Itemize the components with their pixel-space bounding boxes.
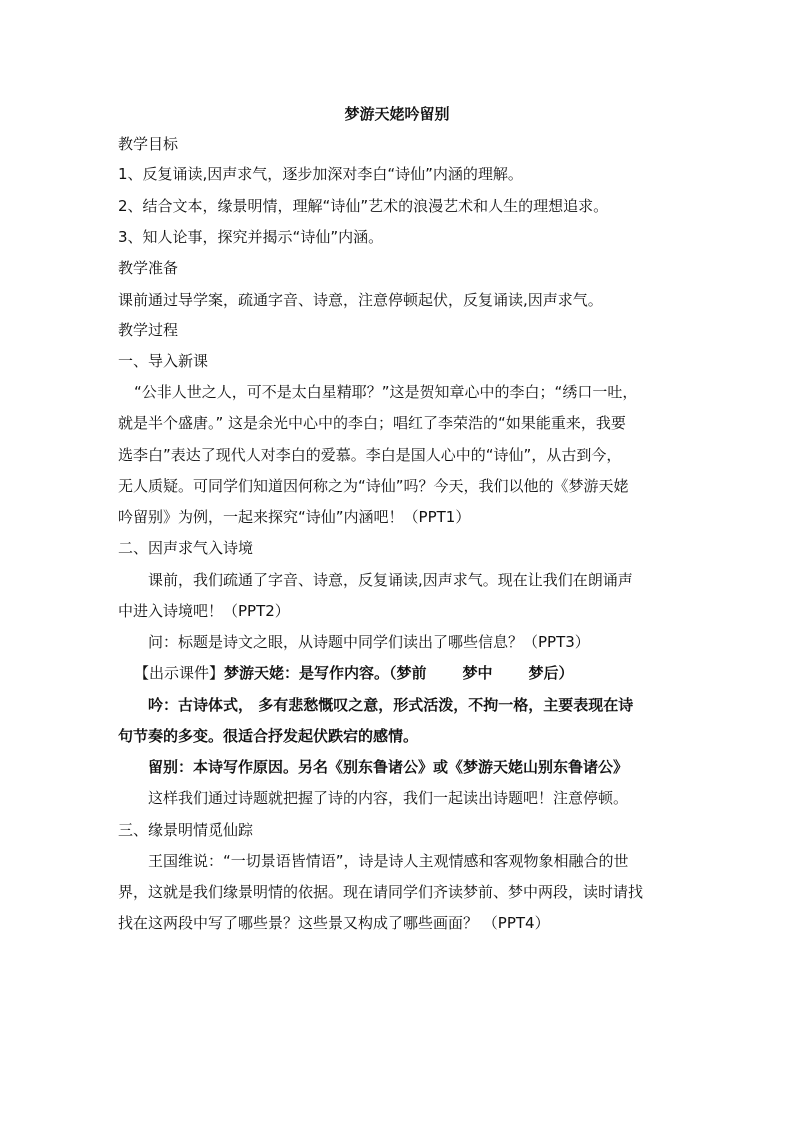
goal-2: 2、结合文本，缘景明情，理解“诗仙”艺术的浪漫艺术和人生的理想追求。: [118, 197, 609, 215]
part2-yin-line-1: 吟：古诗体式， 多有悲愁慨叹之意，形式活泼，不拘一格，主要表现在诗: [148, 696, 634, 714]
part2-heading: 二、因声求气入诗境: [118, 539, 254, 557]
part2-paragraph-line-1: 课前，我们疏通了字音、诗意，反复诵读,因声求气。现在让我们在朗诵声: [148, 571, 633, 589]
courseware-tag: 【出示课件】: [134, 664, 225, 682]
part3-paragraph-line-3: 找在这两段中写了哪些景？这些景又构成了哪些画面？ （PPT4）: [118, 914, 550, 932]
courseware-mid: 梦中: [462, 664, 493, 682]
goal-3: 3、知人论事，探究并揭示“诗仙”内涵。: [118, 228, 384, 246]
courseware-text: 梦游天姥：是写作内容。（梦前: [224, 664, 427, 682]
part3-heading: 三、缘景明情觅仙踪: [118, 821, 254, 839]
part1-paragraph-line-4: 无人质疑。可同学们知道因何称之为“诗仙”吗？今天，我们以他的《梦游天姥: [118, 477, 629, 495]
page-title: 梦游天姥吟留别: [344, 105, 450, 123]
part3-paragraph-line-2: 界，这就是我们缘景明情的依据。现在请同学们齐读梦前、梦中两段，读时请找: [118, 883, 644, 901]
goal-1: 1、反复诵读,因声求气，逐步加深对李白“诗仙”内涵的理解。: [118, 165, 523, 183]
part1-paragraph-line-1: “公非人世之人，可不是太白星精耶？”这是贺知章心中的李白；“绣口一吐，: [134, 383, 638, 401]
courseware-end: 梦后）: [528, 664, 574, 682]
part1-heading: 一、导入新课: [118, 352, 209, 370]
part2-question: 问：标题是诗文之眼，从诗题中同学们读出了哪些信息？（PPT3）: [148, 633, 590, 651]
part1-paragraph-line-5: 吟留别》为例，一起来探究“诗仙”内涵吧！（PPT1）: [118, 508, 471, 526]
part2-courseware-line: [134, 658, 678, 688]
part2-liubie: 留别：本诗写作原因。另名《别东鲁诸公》或《梦游天姥山别东鲁诸公》: [148, 758, 629, 776]
goals-heading: 教学目标: [118, 135, 179, 153]
part1-paragraph-line-2: 就是半个盛唐。” 这是余光中心中的李白；唱红了李荣浩的“如果能重来，我要: [118, 414, 626, 432]
prep-text: 课前通过导学案，疏通字音、诗意，注意停顿起伏，反复诵读,因声求气。: [118, 291, 603, 309]
part1-paragraph-line-3: 选李白”表达了现代人对李白的爱慕。李白是国人心中的“诗仙”，从古到今，: [118, 446, 622, 464]
part2-paragraph-line-2: 中进入诗境吧！（PPT2）: [118, 602, 290, 620]
part3-paragraph-line-1: 王国维说：“一切景语皆情语”，诗是诗人主观情感和客观物象相融合的世: [148, 852, 629, 870]
part2-read: 这样我们通过诗题就把握了诗的内容，我们一起读出诗题吧！注意停顿。: [148, 789, 629, 807]
part2-yin-line-2: 句节奏的多变。很适合抒发起伏跌宕的感情。: [118, 727, 419, 745]
process-heading: 教学过程: [118, 321, 179, 339]
prep-heading: 教学准备: [118, 259, 179, 277]
